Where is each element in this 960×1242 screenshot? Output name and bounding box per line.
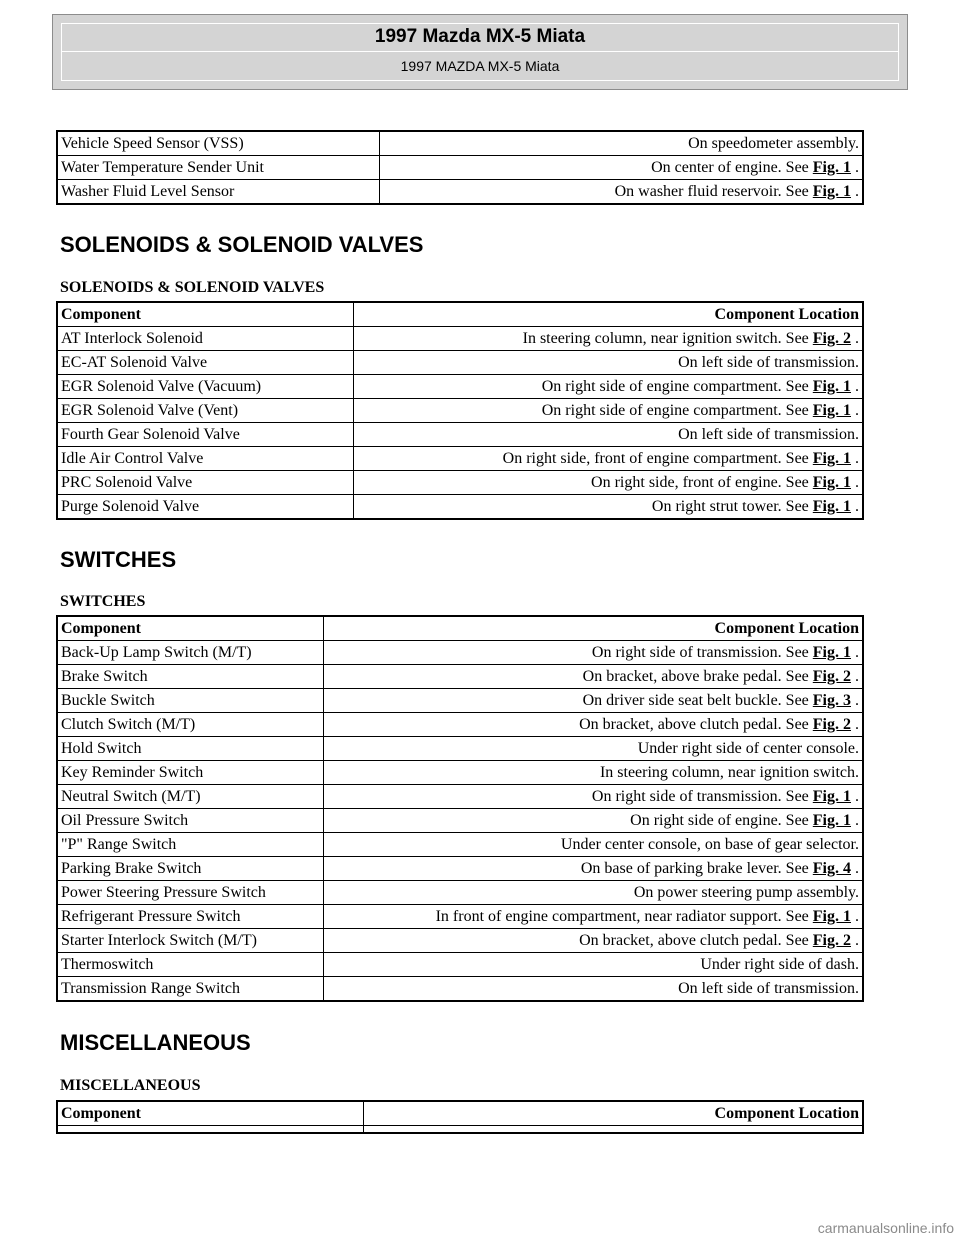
location-text: On right strut tower. See <box>651 497 813 515</box>
table-row <box>57 953 863 977</box>
figure-link[interactable]: Fig. 2 <box>812 931 851 949</box>
table-row <box>57 447 863 471</box>
manual-subtitle: 1997 MAZDA MX-5 Miata <box>400 58 560 74</box>
sensors-rows <box>57 131 863 204</box>
location-text: On power steering pump assembly. <box>633 883 859 901</box>
sensors-table <box>56 130 864 205</box>
empty-cell <box>57 1126 363 1134</box>
table-row <box>57 495 863 520</box>
location-cell <box>323 881 863 905</box>
figure-link[interactable]: Fig. 2 <box>812 667 851 685</box>
table-row <box>57 471 863 495</box>
location-cell: On right side of transmission. See Fig. 1 . <box>323 641 863 665</box>
switches-caption: SWITCHES <box>60 593 146 610</box>
figure-link[interactable]: Fig. 1 <box>812 787 851 805</box>
figure-link[interactable]: Fig. 4 <box>812 859 851 877</box>
location-cell: On driver side seat belt buckle. See Fig. 3 . <box>323 689 863 713</box>
table-row <box>57 929 863 953</box>
solenoids-caption: SOLENOIDS & SOLENOID VALVES <box>60 279 325 296</box>
location-text: On left side of transmission. <box>678 353 859 371</box>
location-cell: In steering column, near ignition switch. See Fig. 2 . <box>353 327 863 351</box>
location-cell <box>323 833 863 857</box>
table-row <box>57 713 863 737</box>
component-cell: Transmission Range Switch <box>57 977 323 1002</box>
location-text: On right side of transmission. See <box>591 787 813 805</box>
location-cell: On bracket, above clutch pedal. See Fig. 2 . <box>323 713 863 737</box>
table-row <box>57 881 863 905</box>
figure-link[interactable]: Fig. 2 <box>812 329 851 347</box>
figure-link[interactable]: Fig. 1 <box>812 377 851 395</box>
location-text: On driver side seat belt buckle. See <box>582 691 813 709</box>
figure-link[interactable]: Fig. 1 <box>812 182 851 200</box>
table-row <box>57 905 863 929</box>
component-cell: Oil Pressure Switch <box>57 809 323 833</box>
table-row <box>57 785 863 809</box>
table-row <box>57 423 863 447</box>
location-cell: On bracket, above brake pedal. See Fig. 2 . <box>323 665 863 689</box>
misc-caption: MISCELLANEOUS <box>60 1077 201 1094</box>
location-cell <box>353 351 863 375</box>
switches-header-row <box>57 616 863 641</box>
table-row <box>57 737 863 761</box>
component-cell: Buckle Switch <box>57 689 323 713</box>
col-location-header: Component Location <box>353 302 863 327</box>
table-row <box>57 156 863 180</box>
manual-title: 1997 Mazda MX-5 Miata <box>374 26 586 47</box>
location-text: On right side of engine compartment. See <box>541 401 813 419</box>
component-cell: Starter Interlock Switch (M/T) <box>57 929 323 953</box>
component-cell: Power Steering Pressure Switch <box>57 881 323 905</box>
table-row <box>57 809 863 833</box>
location-cell <box>323 737 863 761</box>
misc-table <box>56 1100 864 1134</box>
location-text: On right side of engine. See <box>630 811 813 829</box>
component-cell: AT Interlock Solenoid <box>57 327 353 351</box>
location-cell <box>379 131 863 156</box>
solenoids-table <box>56 301 864 520</box>
location-text: In steering column, near ignition switch. See <box>522 329 813 347</box>
location-cell: On right side of engine compartment. See Fig. 1 . <box>353 375 863 399</box>
table-row <box>57 1126 863 1134</box>
location-text: On right side, front of engine. See <box>591 473 813 491</box>
solenoids-heading: SOLENOIDS & SOLENOID VALVES <box>60 232 424 257</box>
figure-link[interactable]: Fig. 1 <box>812 643 851 661</box>
page-header-banner <box>52 14 908 90</box>
component-cell: Hold Switch <box>57 737 323 761</box>
figure-link[interactable]: Fig. 3 <box>812 691 851 709</box>
location-text: In front of engine compartment, near radiator support. See <box>435 907 813 925</box>
table-row <box>57 351 863 375</box>
figure-link[interactable]: Fig. 1 <box>812 811 851 829</box>
location-cell <box>353 423 863 447</box>
location-cell: On right side, front of engine compartment. See Fig. 1 . <box>353 447 863 471</box>
component-cell: Back-Up Lamp Switch (M/T) <box>57 641 323 665</box>
switches-rows <box>57 641 863 1002</box>
table-row <box>57 761 863 785</box>
component-cell: Washer Fluid Level Sensor <box>57 180 379 205</box>
table-row <box>57 180 863 205</box>
col-location-header: Component Location <box>363 1101 863 1126</box>
component-cell: Fourth Gear Solenoid Valve <box>57 423 353 447</box>
component-cell: "P" Range Switch <box>57 833 323 857</box>
figure-link[interactable]: Fig. 1 <box>812 473 851 491</box>
location-cell: On right side, front of engine. See Fig. 1 . <box>353 471 863 495</box>
location-text: On right side of engine compartment. See <box>541 377 813 395</box>
col-location-header: Component Location <box>323 616 863 641</box>
location-text: On bracket, above brake pedal. See <box>582 667 813 685</box>
misc-header-row <box>57 1101 863 1126</box>
location-text: On bracket, above clutch pedal. See <box>579 931 813 949</box>
figure-link[interactable]: Fig. 1 <box>812 158 851 176</box>
table-row <box>57 399 863 423</box>
component-cell: Vehicle Speed Sensor (VSS) <box>57 131 379 156</box>
component-cell: PRC Solenoid Valve <box>57 471 353 495</box>
location-text: On washer fluid reservoir. See <box>614 182 813 200</box>
figure-link[interactable]: Fig. 1 <box>812 497 851 515</box>
location-text: Under center console, on base of gear selector. <box>560 835 859 853</box>
table-row <box>57 327 863 351</box>
figure-link[interactable]: Fig. 1 <box>812 401 851 419</box>
banner-divider <box>61 51 899 52</box>
table-row <box>57 857 863 881</box>
col-component-header: Component <box>57 302 353 327</box>
location-text: On left side of transmission. <box>678 979 859 997</box>
col-component-header: Component <box>57 1101 363 1126</box>
table-row <box>57 375 863 399</box>
location-text: On center of engine. See <box>651 158 813 176</box>
component-cell: Idle Air Control Valve <box>57 447 353 471</box>
location-cell <box>323 953 863 977</box>
location-cell: On right side of transmission. See Fig. 1 . <box>323 785 863 809</box>
table-row <box>57 833 863 857</box>
location-cell: On washer fluid reservoir. See Fig. 1 . <box>379 180 863 205</box>
solenoids-rows <box>57 327 863 520</box>
component-cell: Parking Brake Switch <box>57 857 323 881</box>
location-text: On right side of transmission. See <box>591 643 813 661</box>
switches-heading: SWITCHES <box>60 547 177 572</box>
location-text: Under right side of center console. <box>637 739 859 757</box>
watermark-footer: carmanualsonline.info <box>817 1220 954 1236</box>
table-row <box>57 131 863 156</box>
empty-cell <box>363 1126 863 1134</box>
misc-rows <box>57 1126 863 1134</box>
component-cell: EGR Solenoid Valve (Vent) <box>57 399 353 423</box>
switches-table <box>56 615 864 1002</box>
location-cell: On bracket, above clutch pedal. See Fig. 2 . <box>323 929 863 953</box>
location-cell: In front of engine compartment, near radiator support. See Fig. 1 . <box>323 905 863 929</box>
location-cell: On right strut tower. See Fig. 1 . <box>353 495 863 520</box>
location-text: In steering column, near ignition switch. <box>599 763 859 781</box>
location-cell <box>323 977 863 1002</box>
location-cell: On base of parking brake lever. See Fig. 4 . <box>323 857 863 881</box>
table-row <box>57 689 863 713</box>
location-text: On left side of transmission. <box>678 425 859 443</box>
figure-link[interactable]: Fig. 2 <box>812 715 851 733</box>
location-cell: On right side of engine compartment. See Fig. 1 . <box>353 399 863 423</box>
location-text: Under right side of dash. <box>700 955 859 973</box>
table-row <box>57 665 863 689</box>
location-cell <box>323 761 863 785</box>
location-cell: On center of engine. See Fig. 1 . <box>379 156 863 180</box>
component-cell: EGR Solenoid Valve (Vacuum) <box>57 375 353 399</box>
component-cell: EC-AT Solenoid Valve <box>57 351 353 375</box>
component-cell: Brake Switch <box>57 665 323 689</box>
misc-heading: MISCELLANEOUS <box>60 1030 251 1055</box>
location-cell: On right side of engine. See Fig. 1 . <box>323 809 863 833</box>
figure-link[interactable]: Fig. 1 <box>812 449 851 467</box>
location-text: On bracket, above clutch pedal. See <box>579 715 813 733</box>
solenoids-header-row <box>57 302 863 327</box>
component-cell: Purge Solenoid Valve <box>57 495 353 520</box>
component-cell: Refrigerant Pressure Switch <box>57 905 323 929</box>
table-row <box>57 977 863 1002</box>
component-cell: Neutral Switch (M/T) <box>57 785 323 809</box>
figure-link[interactable]: Fig. 1 <box>812 907 851 925</box>
location-text: On right side, front of engine compartment. See <box>502 449 813 467</box>
component-cell: Thermoswitch <box>57 953 323 977</box>
location-text: On base of parking brake lever. See <box>580 859 813 877</box>
component-cell: Clutch Switch (M/T) <box>57 713 323 737</box>
component-cell: Water Temperature Sender Unit <box>57 156 379 180</box>
col-component-header: Component <box>57 616 323 641</box>
table-row <box>57 641 863 665</box>
component-cell: Key Reminder Switch <box>57 761 323 785</box>
location-text: On speedometer assembly. <box>688 134 859 152</box>
